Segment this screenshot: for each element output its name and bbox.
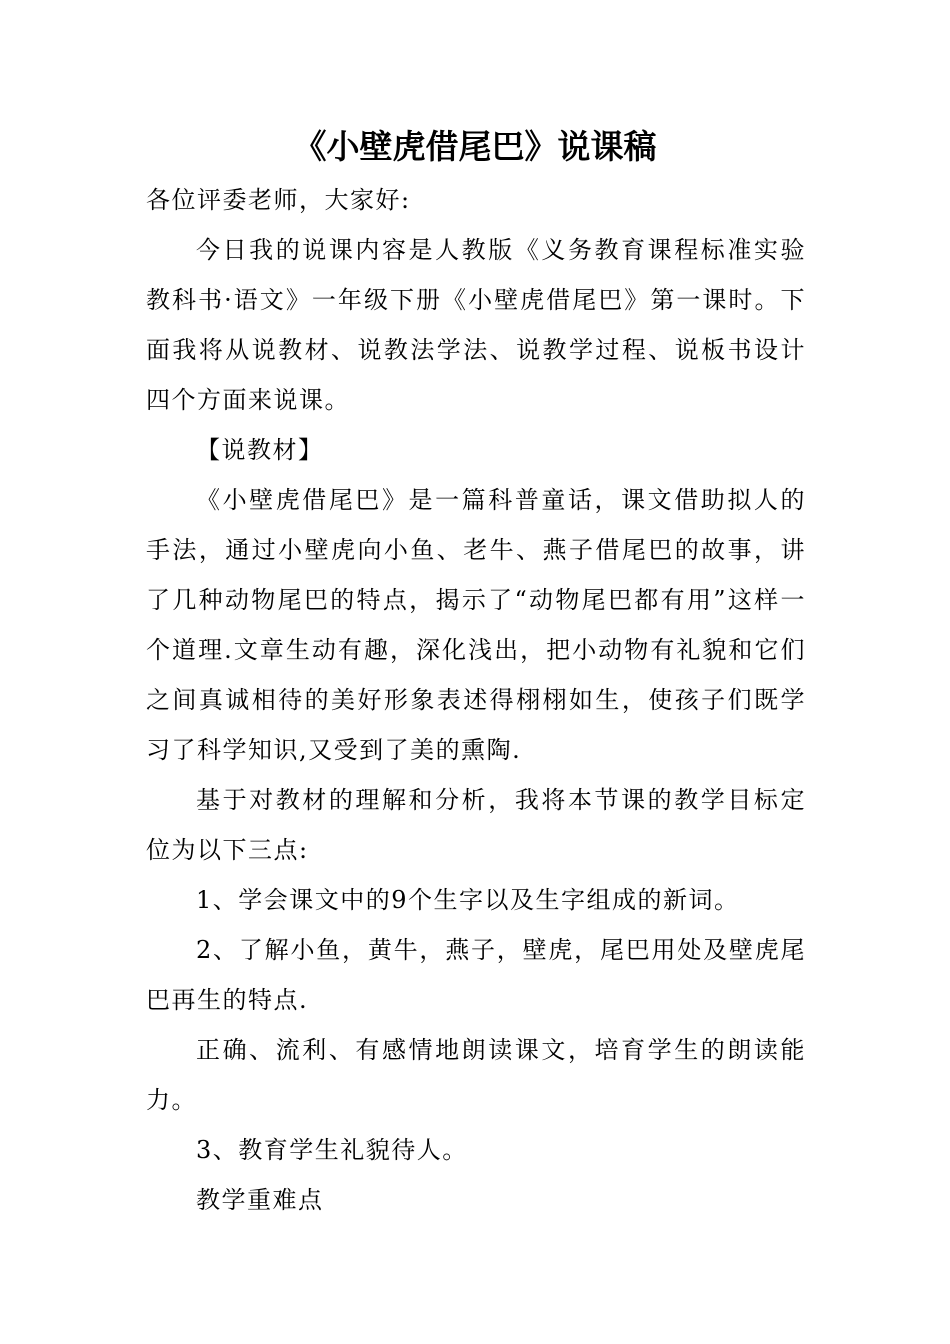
paragraph: 3、教育学生礼貌待人。 xyxy=(196,1136,468,1164)
paragraph: 1、学会课文中的9个生字以及生字组成的新词。 xyxy=(196,886,740,914)
paragraph: 【说教材】 xyxy=(196,436,324,464)
paragraph: 《小壁虎借尾巴》是一篇科普童话，课文借助拟人的手法，通过小壁虎向小鱼、老牛、燕子借尾巴的故事，讲了几种动物尾巴的特点，揭示了“动物尾巴都有用”这样一个道理.文章生动有趣，深化浅出，把小动物有礼貌和它们之间真诚相待的美好形象表述得栩栩如生，使孩子们既学习了科学知识,又受到了美的熏陶. xyxy=(146,486,806,764)
paragraph: 2、了解小鱼，黄牛，燕子，壁虎，尾巴用处及壁虎尾巴再生的特点. xyxy=(146,936,806,1014)
paragraph: 今日我的说课内容是人教版《义务教育课程标准实验教科书·语文》一年级下册《小壁虎借尾巴》第一课时。下面我将从说教材、说教法学法、说教学过程、说板书设计四个方面来说课。 xyxy=(146,236,806,414)
document-body xyxy=(146,175,806,1225)
paragraph: 教学重难点 xyxy=(196,1186,324,1214)
document-title: 《小壁虎借尾巴》说课稿 xyxy=(293,127,657,166)
paragraph: 基于对教材的理解和分析，我将本节课的教学目标定位为以下三点: xyxy=(146,786,806,864)
paragraph: 正确、流利、有感情地朗读课文，培育学生的朗读能力。 xyxy=(146,1036,806,1114)
paragraph: 各位评委老师，大家好: xyxy=(146,186,411,214)
